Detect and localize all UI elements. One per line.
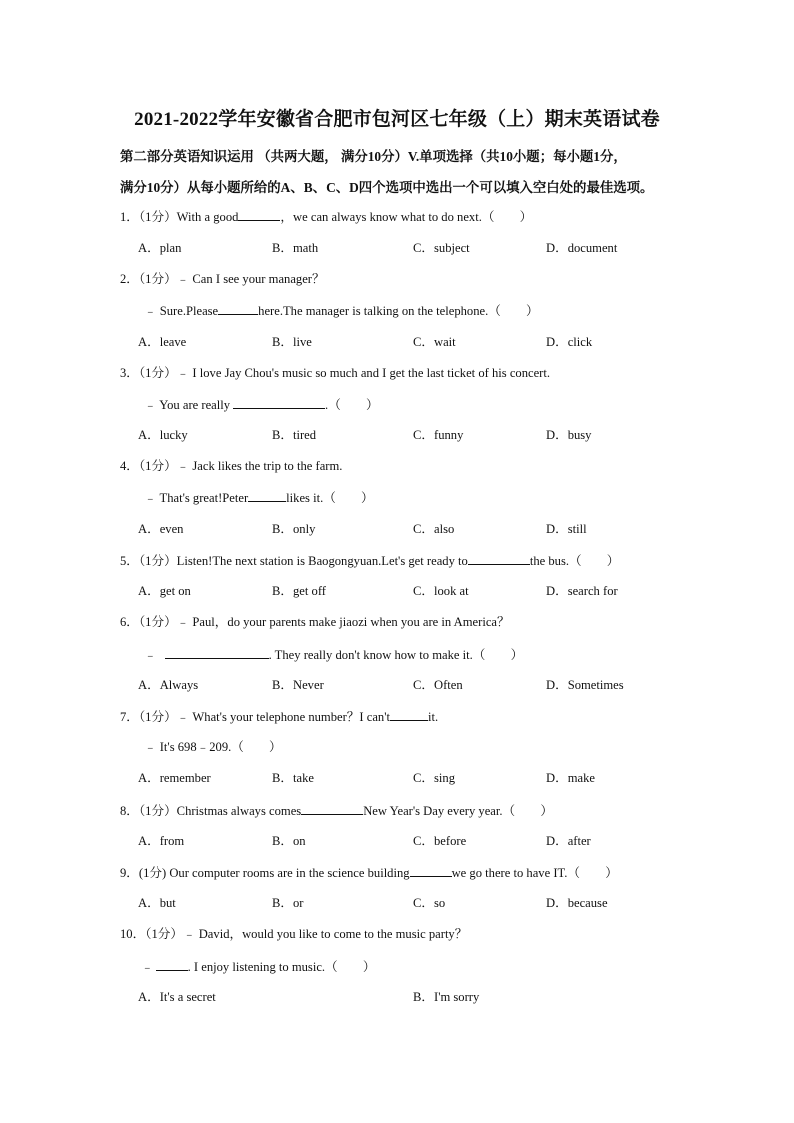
option-d: D．after: [546, 834, 591, 848]
option-c: C．also: [413, 522, 455, 536]
question-5-text-start: 5．（1分）Listen!The next station is Baogongyuan.Let's get ready to: [120, 554, 468, 568]
response-text-start: ﹣: [141, 960, 154, 974]
answer-blank: [410, 864, 452, 877]
option-c: C．before: [413, 834, 467, 848]
question-7-response: ﹣ It's 698﹣209.（ ）: [144, 740, 282, 754]
option-d: D．still: [546, 522, 587, 536]
option-b: B．live: [272, 335, 312, 349]
option-c: C．look at: [413, 584, 469, 598]
question-9-text-start: 9．(1分) Our computer rooms are in the science building: [120, 866, 410, 880]
question-1-text-end: ，we can always know what to do next.（ ）: [280, 210, 533, 224]
option-a: A．lucky: [138, 428, 188, 442]
option-b: B．take: [272, 771, 314, 785]
question-5: [120, 552, 619, 569]
question-10-response: [141, 958, 375, 975]
question-9: [120, 864, 618, 881]
question-7-text-start: 7．（1分）﹣ What's your telephone number？I can't: [120, 710, 390, 724]
question-4-response: [144, 489, 374, 506]
option-c: C．so: [413, 896, 446, 910]
answer-blank: [156, 958, 188, 971]
question-3-response: [144, 396, 379, 413]
option-a: A．remember: [138, 771, 211, 785]
option-b: B．get off: [272, 584, 326, 598]
option-a: A．plan: [138, 241, 182, 255]
page-title: 2021-2022学年安徽省合肥市包河区七年级（上）期末英语试卷: [134, 109, 660, 130]
response-text-end: .（ ）: [325, 398, 379, 412]
question-6: 6．（1分）﹣ Paul，do your parents make jiaozi when you are in America？: [120, 615, 510, 629]
answer-blank: [233, 396, 325, 409]
option-b: B．Never: [272, 678, 324, 692]
question-1-text-start: 1．（1分）With a good: [120, 210, 239, 224]
question-8-text-start: 8．（1分）Christmas always comes: [120, 804, 302, 818]
question-10: 10．（1分）﹣ David，would you like to come to the music party？: [120, 927, 468, 941]
option-d: D．busy: [546, 428, 592, 442]
answer-blank: [390, 708, 428, 721]
answer-blank: [218, 302, 258, 315]
answer-blank: [248, 489, 286, 502]
response-text-end: . I enjoy listening to music.（ ）: [187, 960, 376, 974]
question-4: 4．（1分）﹣ Jack likes the trip to the farm.: [120, 459, 343, 473]
response-text-end: here.The manager is talking on the telephone.（ ）: [258, 304, 539, 318]
option-d: D．Sometimes: [546, 678, 624, 692]
response-text-end: likes it.（ ）: [286, 491, 374, 505]
question-5-text-end: the bus.（ ）: [529, 554, 620, 568]
question-7: [120, 708, 438, 725]
option-b: B．I'm sorry: [413, 990, 480, 1004]
response-text-start: ﹣: [144, 648, 157, 662]
section-instructions-line-2: 满分10分）从每小题所给的A、B、C、D四个选项中选出一个可以填入空白处的最佳选项。: [120, 180, 654, 195]
question-8-text-end: New Year's Day every year.（ ）: [363, 804, 553, 818]
question-6-response: [144, 646, 523, 663]
answer-blank: [238, 208, 280, 221]
option-a: A．even: [138, 522, 184, 536]
option-c: C．funny: [413, 428, 464, 442]
option-a: A．get on: [138, 584, 191, 598]
question-1: [120, 208, 532, 225]
option-a: A．Always: [138, 678, 199, 692]
option-d: D．document: [546, 241, 618, 255]
response-text-start: ﹣ Sure.Please: [144, 304, 219, 318]
option-d: D．make: [546, 771, 595, 785]
option-a: A．but: [138, 896, 176, 910]
option-b: B．tired: [272, 428, 317, 442]
option-d: D．click: [546, 335, 593, 349]
question-8: [120, 802, 553, 819]
answer-blank: [468, 552, 530, 565]
response-text-start: ﹣ That's great!Peter: [144, 491, 249, 505]
option-c: C．subject: [413, 241, 470, 255]
option-a: A．It's a secret: [138, 990, 216, 1004]
option-c: C．wait: [413, 335, 456, 349]
option-d: D．because: [546, 896, 608, 910]
section-instructions-line-1: 第二部分英语知识运用 （共两大题， 满分10分）V.单项选择（共10小题；每小题1分，: [120, 149, 627, 164]
option-b: B．only: [272, 522, 316, 536]
question-9-text-end: we go there to have IT.（ ）: [451, 866, 618, 880]
question-7-text-end: it.: [428, 710, 439, 724]
option-d: D．search for: [546, 584, 618, 598]
option-b: B．on: [272, 834, 306, 848]
response-text-end: . They really don't know how to make it.（ ）: [268, 648, 524, 662]
answer-blank: [301, 802, 363, 815]
question-2-response: [144, 302, 539, 319]
response-text-start: ﹣ You are really: [144, 398, 231, 412]
option-b: B．or: [272, 896, 304, 910]
option-a: A．from: [138, 834, 185, 848]
answer-blank: [165, 646, 269, 659]
option-c: C．sing: [413, 771, 455, 785]
option-c: C．Often: [413, 678, 463, 692]
question-3: 3．（1分）﹣ I love Jay Chou's music so much and I get the last ticket of his concert.: [120, 366, 551, 380]
option-b: B．math: [272, 241, 319, 255]
option-a: A．leave: [138, 335, 187, 349]
question-2: 2．（1分）﹣ Can I see your manager？: [120, 272, 325, 286]
